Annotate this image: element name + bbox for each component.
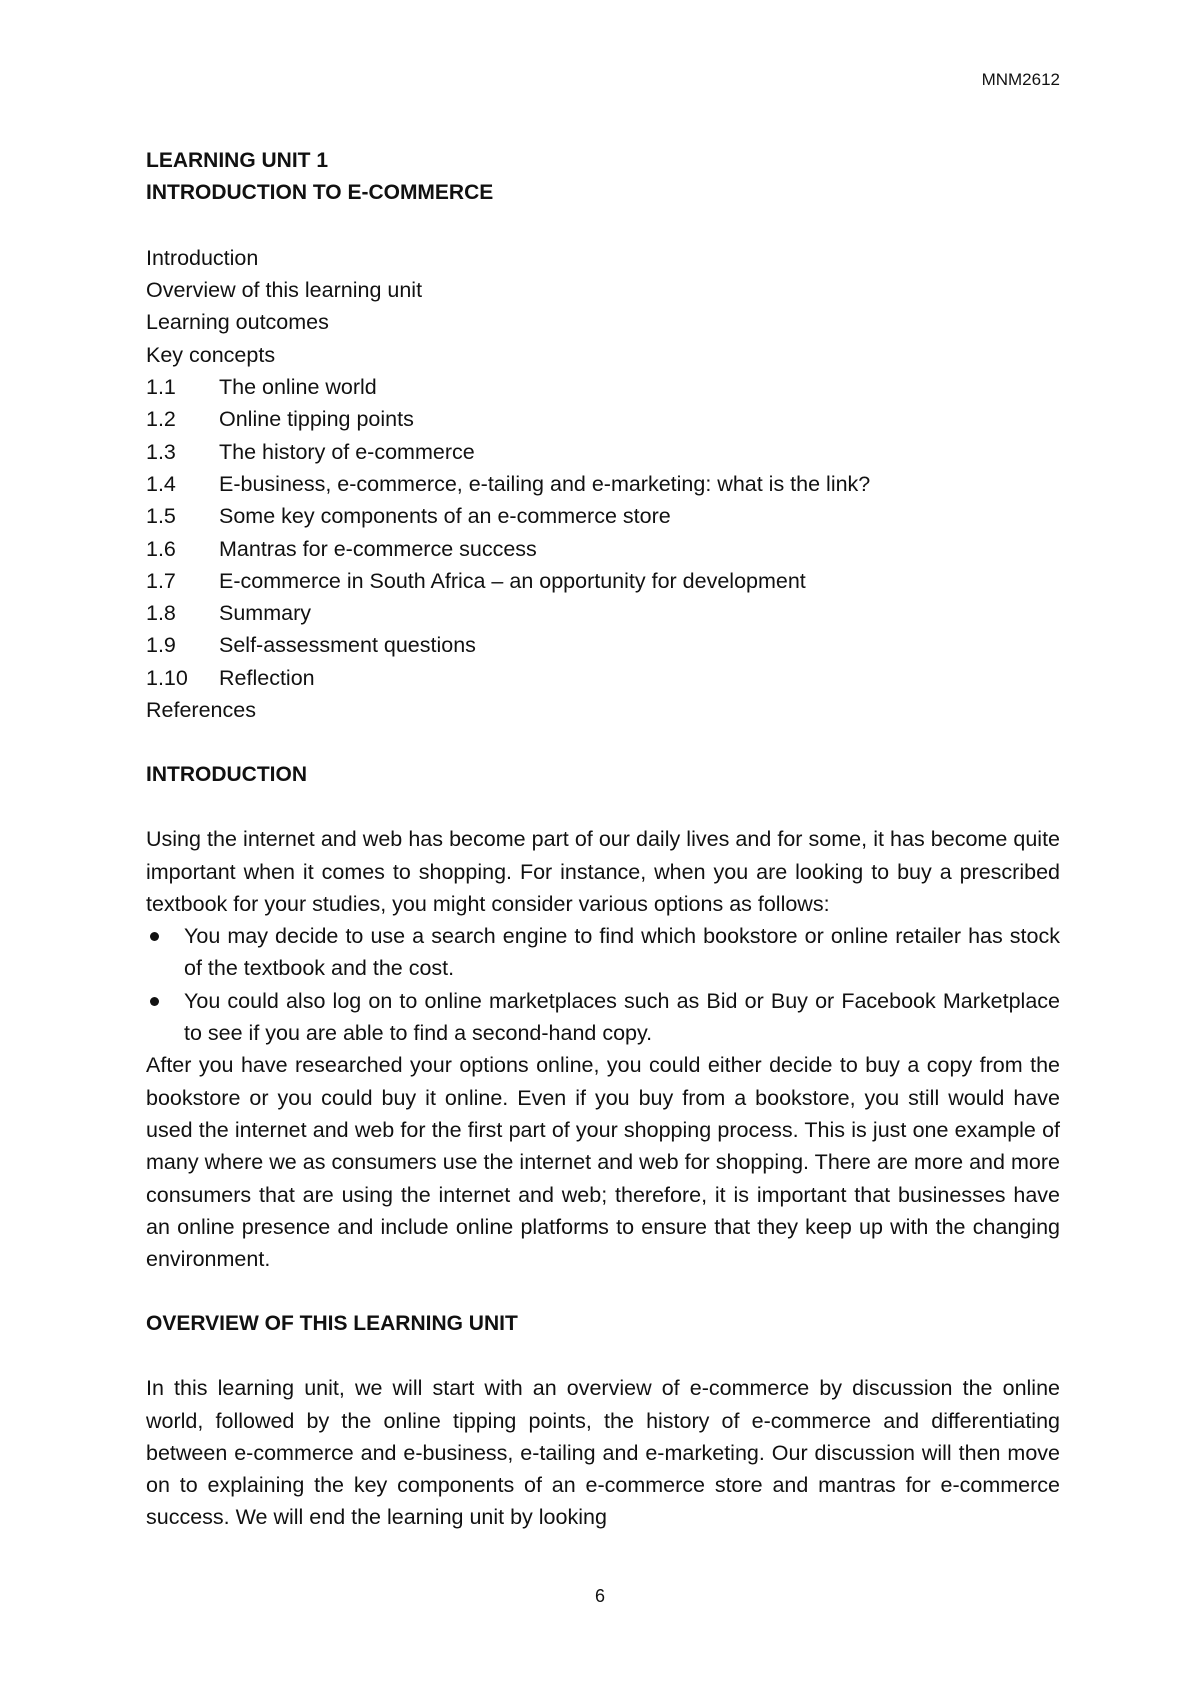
toc-item [146,565,1060,597]
table-of-contents [146,242,1060,726]
toc-item-number: 1.6 [146,536,176,561]
bullet-icon [150,932,159,941]
toc-item [146,662,1060,694]
toc-item-number: 1.10 [146,665,188,690]
toc-item-label: E-commerce in South Africa – an opportunity for development [219,568,806,593]
list-item [146,920,1060,985]
list-item [146,985,1060,1050]
toc-item-number: 1.4 [146,471,176,496]
toc-item-number: 1.2 [146,407,176,432]
toc-item-number: 1.3 [146,439,176,464]
overview-heading: OVERVIEW OF THIS LEARNING UNIT [146,1311,518,1335]
toc-item [146,629,1060,661]
toc-item-number: 1.1 [146,375,176,400]
page-number: 6 [594,1586,605,1606]
unit-title: LEARNING UNIT 1 [146,149,329,172]
introduction-paragraph: After you have researched your options online, you could either decide to buy a copy from the bookstore or you could buy it online. Even if you buy from a bookstore, you still would have used the internet and web for the first part of your shopping process. This is just one example of many where we as consumers use the internet and web for shopping. There are more and more consumers that are using the internet and web; therefore, it is important that businesses have an online presence and include online platforms to ensure that they keep up with the changing environment. [146,1053,1060,1272]
toc-item [146,597,1060,629]
bullet-icon [150,997,159,1006]
toc-item [146,468,1060,500]
toc-end-item: References [146,698,256,723]
toc-item-number: 1.9 [146,633,176,658]
page-content [146,145,1060,1534]
introduction-paragraph: Using the internet and web has become part of our daily lives and for some, it has become quite important when it comes to shopping. For instance, when you are looking to buy a prescribed textbook for your studies, you might consider various options as follows: [146,827,1060,916]
toc-item-label: Self-assessment questions [219,633,476,658]
toc-item-label: Reflection [219,665,315,690]
toc-item [146,371,1060,403]
introduction-heading: INTRODUCTION [146,762,307,786]
toc-item-number: 1.7 [146,568,176,593]
toc-item [146,533,1060,565]
toc-item-label: Summary [219,601,311,626]
toc-front-item: Introduction [146,245,259,270]
list-item-text: You could also log on to online marketplaces such as Bid or Buy or Facebook Marketplace to see if you are able to find a second-hand copy. [184,988,1060,1046]
toc-front-item: Key concepts [146,342,276,367]
toc-item [146,500,1060,532]
list-item-text: You may decide to use a search engine to find which bookstore or online retailer has stock of the textbook and the cost. [184,924,1060,981]
toc-item-label: Some key components of an e-commerce store [219,504,671,529]
introduction-bullet-list [146,920,1060,1049]
toc-item-number: 1.5 [146,504,176,529]
toc-item-label: The history of e-commerce [219,439,475,464]
toc-item-label: E-business, e-commerce, e-tailing and e-marketing: what is the link? [219,471,871,496]
unit-subtitle: INTRODUCTION TO E-COMMERCE [146,181,494,205]
overview-paragraph: In this learning unit, we will start with an overview of e-commerce by discussion the online world, followed by the online tipping points, the history of e-commerce and differentiating between e-commerce and e-business, e-tailing and e-marketing. Our discussion will then move on to explaining the key components of an e-commerce store and mantras for e-commerce success. We will end the learning unit by looking [146,1376,1060,1530]
toc-item [146,403,1060,435]
toc-item-label: The online world [219,375,377,400]
toc-item-number: 1.8 [146,601,176,626]
toc-front-item: Learning outcomes [146,310,329,335]
toc-item [146,436,1060,468]
toc-front-item: Overview of this learning unit [146,278,423,303]
toc-item-label: Online tipping points [219,407,414,432]
toc-item-label: Mantras for e-commerce success [219,536,537,561]
course-code: MNM2612 [981,70,1060,89]
